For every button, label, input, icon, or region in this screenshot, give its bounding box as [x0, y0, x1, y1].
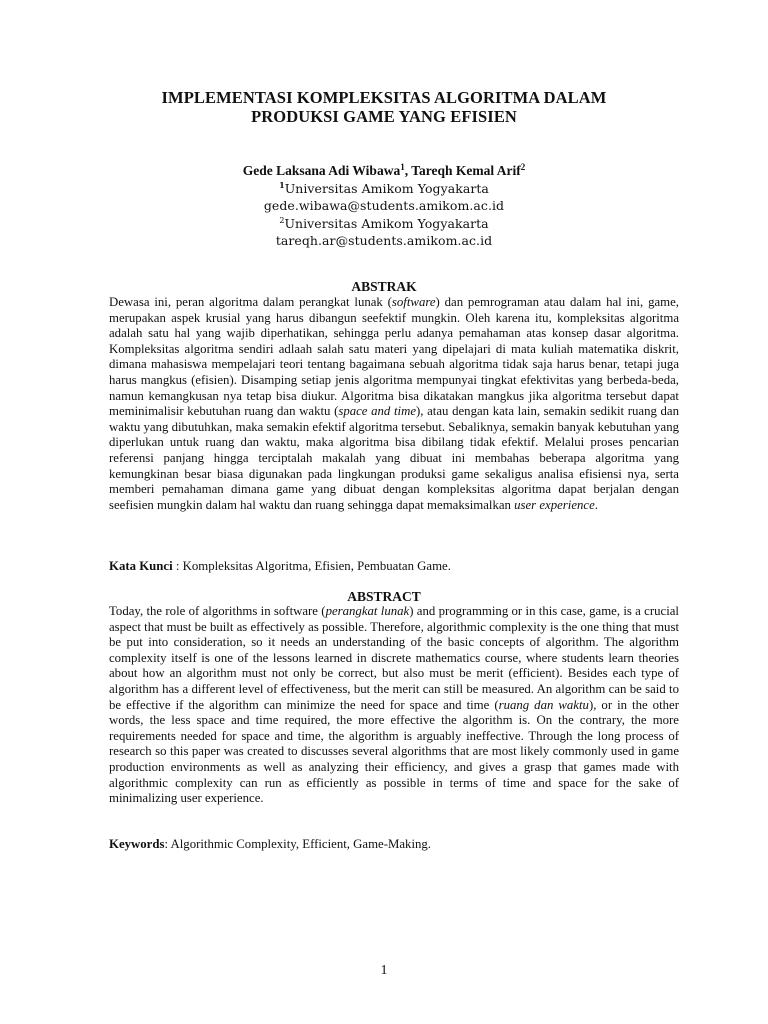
abstrak-text-1: Dewasa ini, peran algoritma dalam perangkat lunak (: [109, 295, 392, 309]
abstract-text-3: ), or in the other words, the less space and time required, the more effective the algorithm is. On the contrary, the more requirements needed for space and time, the algorithm is arguably ineffective. Through the long process of research so this paper was created to discusses several algorithms that are most likely commonly used in game production environments as well as analyzing their efficiency, and gives a grasp that games made with algorithmic complexity can run as efficiently as possible in terms of time and space for the sake of minimalizing user experience.: [109, 697, 679, 806]
kata-kunci: [109, 559, 679, 575]
paper-title: [0, 88, 768, 126]
keywords-label: Keywords: [109, 837, 165, 851]
kata-kunci-text: : Kompleksitas Algoritma, Efisien, Pembuatan Game.: [172, 559, 451, 573]
affiliation-1-institution: Universitas Amikom Yogyakarta: [284, 180, 489, 196]
page-number: 1: [380, 963, 388, 978]
abstract-italic-2: ruang dan waktu: [498, 697, 589, 712]
abstract-heading: ABSTRACT: [347, 589, 421, 604]
abstrak-heading: ABSTRAK: [351, 279, 417, 294]
title-line-2: PRODUKSI GAME YANG EFISIEN: [251, 107, 517, 126]
author-block: [0, 162, 768, 250]
author-separator: ,: [404, 163, 412, 178]
affiliation-2-institution: Universitas Amikom Yogyakarta: [284, 215, 489, 231]
affiliation-2-mark: 2: [279, 215, 285, 225]
affiliation-1-email: gede.wibawa@students.amikom.ac.id: [263, 198, 505, 213]
abstract-text-2: ) and programming or in this case, game, is a crucial aspect that must be built as effectively as possible. Therefore, algorithmic complexity is the one thing that must be put into consideration, so it needs an understanding of the basic concepts of algorithm. The algorithm complexity itself is one of the lessons learned in discrete mathematics course, where students learn theories about how an algorithm must not only be correct, but also must be merit (efficient). Besides each type of algorithm has a different level of effectiveness, but the merit can still be measured. An algorithm can be said to be effective if the algorithm can minimize the need for space and time (: [109, 604, 679, 712]
keywords: [109, 837, 679, 853]
affiliation-1-mark: 1: [279, 179, 285, 190]
author-1-mark: 1: [400, 162, 405, 172]
keywords-text: : Algorithmic Complexity, Efficient, Game-Making.: [164, 837, 432, 851]
affiliation-2-email: tareqh.ar@students.amikom.ac.id: [275, 233, 493, 248]
abstrak-italic-2: space and time: [338, 404, 417, 419]
abstrak-text-4: .: [594, 497, 598, 512]
abstrak-text-2: ) dan pemrograman atau dalam hal ini, game, merupakan aspek krusial yang harus dibangun seefektif mungkin. Oleh karena itu, kompleksitas algoritma adalah satu hal yang wajib diperhatikan, sehingga perlu adanya pemahaman atas konsep dasar algoritma. Kompleksitas algoritma sendiri adlaah salah satu materi yang dipelajari di mata kuliah matematika diskrit, dimana mahasiswa mempelajari teori tentang bagaimana sebuah algoritma tidak saja harus benar, tetapi juga harus mangkus (efisien). Disamping setiap jenis algoritma mempunyai tingkat efektivitas yang berbeda-beda, namun kemangkusan nya tetap bisa diukur. Algoritma bisa dikatakan mangkus jika algoritma tersebut dapat meminimalisir kebutuhan ruang dan waktu (: [109, 295, 679, 419]
affiliation-1: [0, 180, 768, 198]
affiliation-2: [0, 215, 768, 233]
abstrak-italic-3: user experience: [514, 497, 595, 512]
author-2-name: Tareqh Kemal Arif: [411, 163, 521, 178]
author-1-name: Gede Laksana Adi Wibawa: [242, 163, 401, 178]
title-line-1: IMPLEMENTASI KOMPLEKSITAS ALGORITMA DALAM: [161, 88, 607, 107]
author-names: [0, 162, 768, 180]
abstract-italic-1: perangkat lunak: [325, 604, 410, 618]
kata-kunci-label: Kata Kunci: [109, 559, 173, 573]
author-2-mark: 2: [520, 162, 526, 172]
abstract-paragraph: [109, 604, 679, 807]
abstrak-paragraph: [109, 295, 679, 513]
abstract-text-1: Today, the role of algorithms in software (: [109, 604, 326, 618]
abstrak-text-3: ), atau dengan kata lain, semakin sedikit ruang dan waktu yang dibutuhkan, maka semakin efektif algoritma tersebut. Sebaliknya, semakin banyak kebutuhan yang diperlukan untuk ruang dan waktu, maka algoritma bisa dibilang tidak efektif. Melalui proses pencarian referensi panjang hingga terciptalah makalah yang dibuat ini membahas beberapa algoritma yang kemungkinan besar biasa digunakan pada lingkungan produksi game sekaligus analisa efisiensi nya, serta memberi pemahaman dimana game yang dibuat dengan kompleksitas algoritma dapat berjalan dengan seefisien mungkin dalam hal waktu dan ruang sehingga dapat memaksimalkan: [109, 404, 680, 512]
abstrak-italic-1: software: [391, 295, 436, 309]
